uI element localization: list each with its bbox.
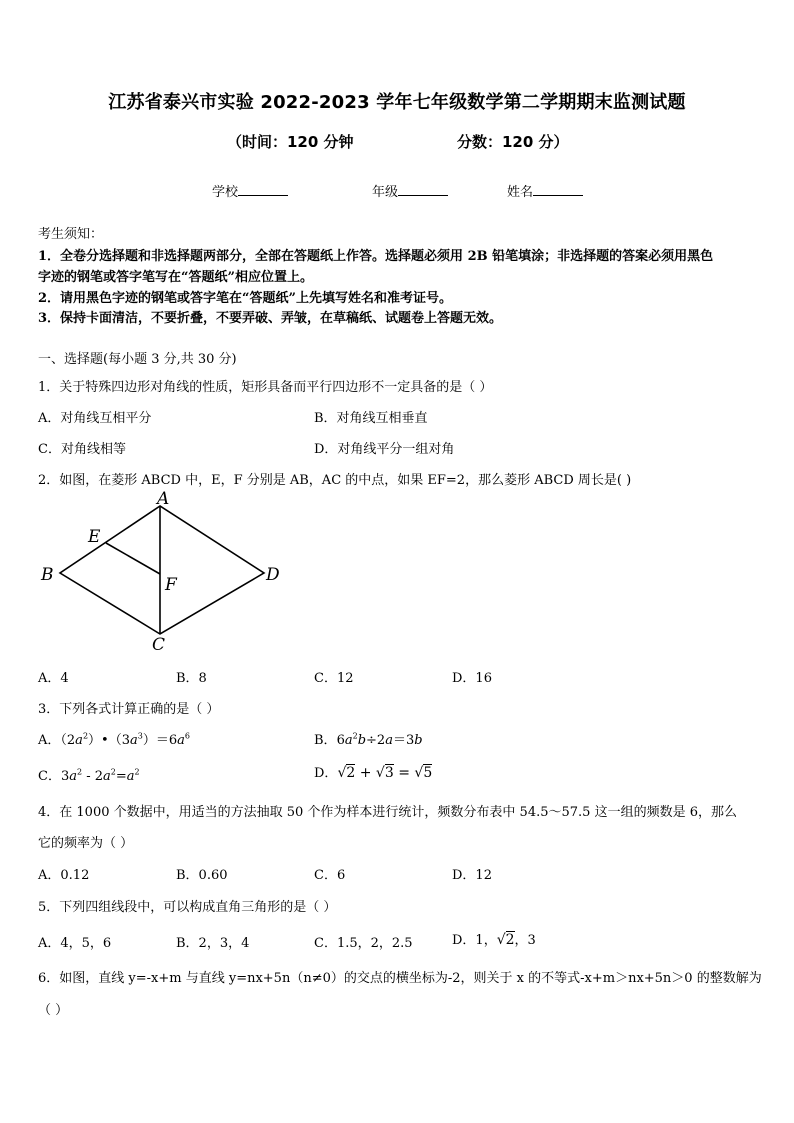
- question-1-option-b: B．对角线互相垂直: [314, 411, 428, 426]
- question-4-stem-cont: 它的频率为（ ）: [38, 836, 134, 851]
- section-heading: 一、选择题(每小题 3 分,共 30 分): [38, 352, 237, 367]
- segment-ef: [106, 543, 160, 574]
- label-d: D: [266, 565, 280, 585]
- question-2-option-d: D．16: [452, 671, 492, 686]
- school-field: 学校: [212, 181, 288, 200]
- question-6-stem-cont: （ ）: [38, 1003, 69, 1018]
- rhombus-abcd: [60, 506, 264, 634]
- question-2-option-c: C．12: [314, 671, 354, 686]
- question-1-stem: 1．关于特殊四边形对角线的性质，矩形具备而平行四边形不一定具备的是（ ）: [38, 380, 493, 395]
- question-4-stem: 4．在 1000 个数据中，用适当的方法抽取 50 个作为样本进行统计，频数分布表中 54.5～57.5 这一组的频数是 6，那么: [38, 805, 737, 820]
- exam-time: （时间：120 分钟: [227, 133, 354, 151]
- question-4-option-b: B．0.60: [176, 868, 228, 883]
- question-3-option-d: D．√2 + √3 = √5: [314, 765, 433, 781]
- question-1-option-a: A．对角线互相平分: [38, 411, 152, 426]
- notice-item-2: 2．请用黑色字迹的钢笔或答字笔在“答题纸”上先填写姓名和准考证号。: [38, 291, 453, 306]
- question-5-option-c: C．1.5，2，2.5: [314, 936, 413, 951]
- question-4-option-d: D．12: [452, 868, 492, 883]
- notice-item-1-cont: 字迹的钢笔或答字笔写在“答题纸”相应位置上。: [38, 270, 313, 285]
- question-3-stem: 3．下列各式计算正确的是（ ）: [38, 702, 220, 717]
- grade-field: 年级: [372, 181, 448, 200]
- question-4-option-a: A．0.12: [38, 868, 90, 883]
- question-2-option-b: B．8: [176, 671, 207, 686]
- name-field: 姓名: [507, 181, 583, 200]
- notice-item-1: 1．全卷分选择题和非选择题两部分，全部在答题纸上作答。选择题必须用 2B 铅笔填涂；非选择题的答案必须用黑色: [38, 249, 714, 264]
- question-3-option-b: B．$6a^2b\div 2a=3b$: [314, 731, 423, 748]
- label-e: E: [88, 527, 101, 547]
- exam-score: 分数：120 分）: [457, 133, 569, 151]
- question-2-option-a: A．4: [38, 671, 69, 686]
- question-5-stem: 5．下列四组线段中，可以构成直角三角形的是（ ）: [38, 900, 337, 915]
- notice-heading: 考生须知：: [38, 227, 104, 242]
- rhombus-figure: [36, 490, 286, 655]
- question-6-stem: 6．如图，直线 y=-x+m 与直线 y=nx+5n（n≠0）的交点的横坐标为-2，则关于 x 的不等式-x+m＞nx+5n＞0 的整数解为: [38, 971, 762, 986]
- question-5-option-a: A．4，5，6: [38, 936, 112, 951]
- question-1-option-c: C．对角线相等: [38, 442, 126, 457]
- notice-item-3: 3．保持卡面清洁，不要折叠，不要弄破、弄皱，在草稿纸、试题卷上答题无效。: [38, 311, 503, 326]
- question-1-option-d: D．对角线平分一组对角: [314, 442, 455, 457]
- question-3-option-c: C．$3a^2 - 2a^2=a^2$: [38, 767, 140, 784]
- question-2-stem: 2．如图，在菱形 ABCD 中，E，F 分别是 AB，AC 的中点，如果 EF=2，那么菱形 ABCD 周长是( ): [38, 473, 632, 488]
- question-3-option-a: A．$(2a^2)•(3a^3)=6a^6$: [38, 731, 190, 748]
- label-f: F: [165, 575, 177, 595]
- label-c: C: [152, 635, 166, 655]
- question-5-option-d: D．1，√2，3: [452, 932, 536, 948]
- question-4-option-c: C．6: [314, 868, 346, 883]
- page-title: 江苏省泰兴市实验 2022-2023 学年七年级数学第二学期期末监测试题: [108, 92, 686, 113]
- label-a: A: [157, 490, 170, 509]
- label-b: B: [41, 565, 54, 585]
- question-5-option-b: B．2，3，4: [176, 936, 250, 951]
